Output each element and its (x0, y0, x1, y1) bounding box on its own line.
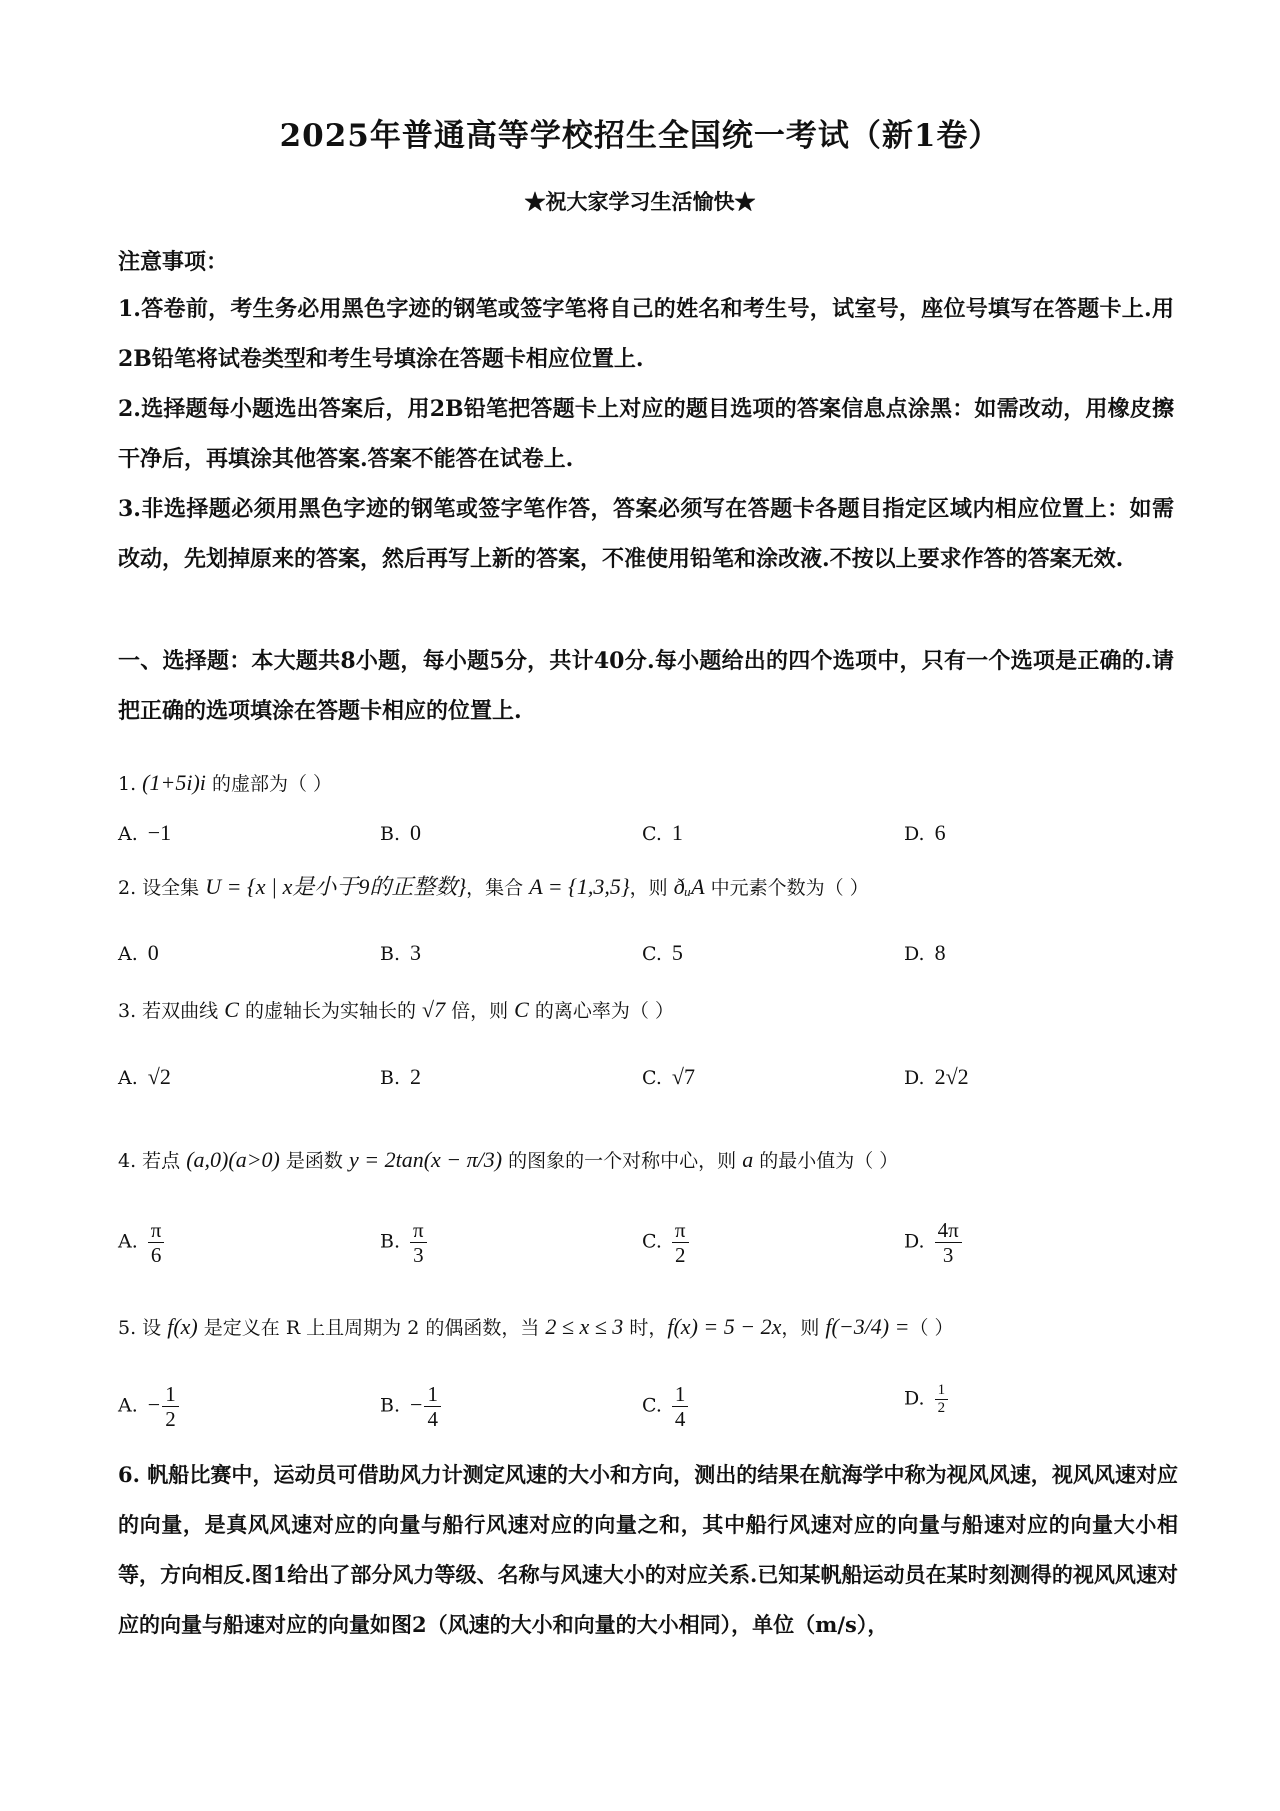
question-4-function: y = 2tan(x − π/3) (348, 1147, 503, 1172)
question-5-option-c: C. $\frac{1}{4}$ (642, 1382, 688, 1431)
question-5-option-d: D. $\frac{1}{2}$ (904, 1382, 948, 1417)
question-5-stem: 5. 设 f(x) 是定义在 R 上且周期为 2 的偶函数，当 2 ≤ x ≤ 3 时，f(x) = 5 − 2x，则 f(−3/4) =（ ） (118, 1314, 954, 1339)
question-4-point: (a,0)(a>0) (186, 1147, 280, 1172)
question-1-option-b: B. 0 (380, 820, 422, 845)
question-2-option-d: D. 8 (904, 940, 946, 965)
question-4-option-c: C. $\frac{\pi}{2}$ (642, 1218, 689, 1267)
exam-subtitle: ★祝大家学习生活愉快★ (524, 189, 756, 214)
note-item-3: 3.非选择题必须用黑色字迹的钢笔或签字笔作答，答案必须写在答题卡各题目指定区域内相应位置上：如需改动，先划掉原来的答案，然后再写上新的答案，不准使用铅笔和涂改液.不按以上要求作答的答案无效. (118, 496, 1174, 572)
question-5-option-b: B. − $\frac{1}{4}$ (380, 1382, 441, 1431)
question-2-complement: ðᵤA (673, 874, 705, 899)
question-5-options (118, 1382, 1178, 1442)
question-3-option-c: C. √7 (642, 1064, 695, 1089)
question-1-prefix: 1. (118, 773, 143, 795)
question-2-option-b: B. 3 (380, 940, 422, 965)
question-3-option-b: B. 2 (380, 1064, 422, 1089)
note-item-2: 2.选择题每小题选出答案后，用2B铅笔把答题卡上对应的题目选项的答案信息点涂黑：如需改动，用橡皮擦干净后，再填涂其他答案.答案不能答在试卷上. (118, 396, 1174, 472)
question-4-option-a: A. $\frac{\pi}{6}$ (118, 1218, 164, 1267)
question-2-set-a: A = {1,3,5} (529, 874, 630, 899)
question-3-stem: 3. 若双曲线 C 的虚轴长为实轴长的 √7 倍，则 C 的离心率为（ ） (118, 997, 674, 1022)
question-1-expression: (1+5i)i (142, 770, 206, 795)
question-5-option-a: A. − $\frac{1}{2}$ (118, 1382, 179, 1431)
question-4-options (118, 1218, 1178, 1278)
question-1-option-c: C. 1 (642, 820, 683, 845)
question-2-option-c: C. 5 (642, 940, 683, 965)
question-1-option-d: D. 6 (904, 820, 946, 845)
question-2-option-a: A. 0 (118, 940, 159, 965)
section-1-intro: 一、选择题：本大题共8小题，每小题5分，共计40分.每小题给出的四个选项中，只有一个选项是正确的.请把正确的选项填涂在答题卡相应的位置上. (118, 648, 1174, 724)
question-3-option-d: D. 2√2 (904, 1064, 969, 1089)
question-5-evaluate: f(−3/4) = (825, 1314, 910, 1339)
question-1-stem (118, 768, 1178, 799)
question-4-stem: 4. 若点 (a,0)(a>0) 是函数 y = 2tan(x − π/3) 的图象的一个对称中心，则 a 的最小值为（ ） (118, 1147, 899, 1172)
question-3-options (118, 1064, 1178, 1104)
question-2-stem: 2. 设全集 U = {x | x是小于9的正整数}，集合 A = {1,3,5}，则 ðᵤA 中元素个数为（ ） (118, 874, 869, 899)
question-3-option-a: A. √2 (118, 1064, 171, 1089)
question-3-sqrt7: √7 (422, 997, 446, 1022)
question-1-options (118, 820, 1178, 860)
question-2-options (118, 940, 1178, 980)
question-6-stem: 6. 帆船比赛中，运动员可借助风力计测定风速的大小和方向，测出的结果在航海学中称为视风风速，视风风速对应的向量，是真风风速对应的向量与船行风速对应的向量之和，其中船行风速对应的向量与船速对应的向量大小相等，方向相反.图1给出了部分风力等级、名称与风速大小的对应关系.已知某帆船运动员在某时刻测得的视风风速对应的向量与船速对应的向量如图2（风速的大小和向量的大小相同），单位（m/s）， (118, 1462, 1178, 1637)
notes-heading: 注意事项： (118, 249, 229, 275)
note-item-1: 1.答卷前，考生务必用黑色字迹的钢笔或签字笔将自己的姓名和考生号，试室号，座位号填写在答题卡上.用2B铅笔将试卷类型和考生号填涂在答题卡相应位置上. (118, 296, 1174, 372)
question-1-option-a: A. −1 (118, 820, 172, 845)
question-4-option-b: B. $\frac{\pi}{3}$ (380, 1218, 427, 1267)
question-4-option-d: D. $\frac{4\pi}{3}$ (904, 1218, 962, 1267)
question-1-suffix: 的虚部为（ ） (205, 773, 332, 795)
question-2-universal-set: U = {x | x是小于9的正整数} (205, 874, 467, 899)
exam-title: 2025年普通高等学校招生全国统一考试（新1卷） (279, 118, 1001, 154)
